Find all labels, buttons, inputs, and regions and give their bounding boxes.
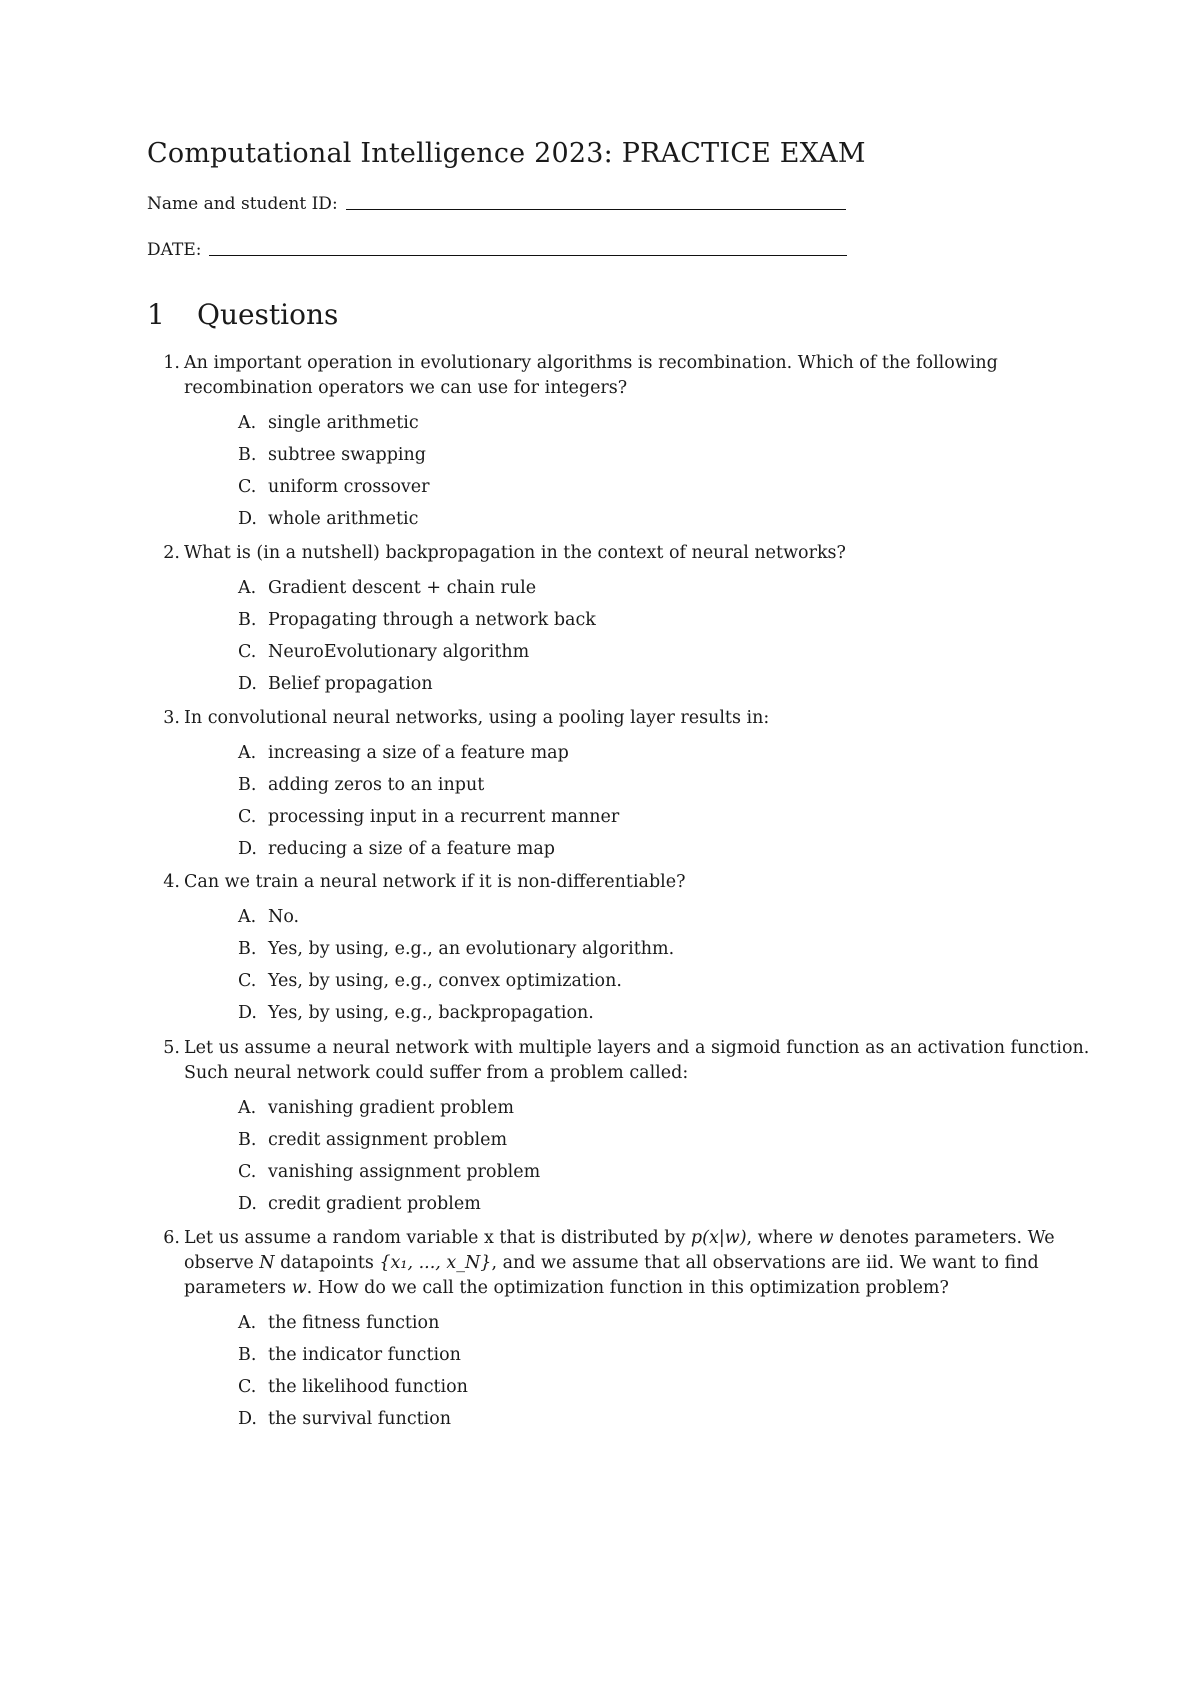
option-d: D. Yes, by using, e.g., backpropagation. [238,1003,594,1023]
option-list [150,572,1100,700]
question-number: 6. [163,1228,180,1248]
question-text: An important operation in evolutionary algorithms is recombination. Which of the following recombination operators we can use for integers? [184,353,998,398]
option-b: B. the indicator function [238,1345,461,1365]
option-b: B. credit assignment problem [238,1130,508,1150]
section-number: 1 [147,298,165,331]
question-5 [150,1036,1100,1220]
option-d: D. Belief propagation [238,674,433,694]
question-number: 3. [163,708,180,728]
question-number: 4. [163,872,180,892]
option-b: B. Propagating through a network back [238,610,596,630]
date-label: DATE: [147,240,202,260]
option-a: A. single arithmetic [238,413,419,433]
option-c: C. processing input in a recurrent manner [238,807,620,827]
math-expression: N [259,1253,275,1273]
option-list [150,1092,1100,1220]
question-text: What is (in a nutshell) backpropagation in the context of neural networks? [184,543,846,563]
math-expression: p(x|w) [690,1228,747,1248]
option-list [150,737,1100,865]
option-b: B. Yes, by using, e.g., an evolutionary algorithm. [238,939,675,959]
question-number: 5. [163,1038,180,1058]
date-blank-line[interactable] [209,254,847,256]
question-number: 2. [163,543,180,563]
option-b: B. adding zeros to an input [238,775,485,795]
math-expression: {x₁, ..., x_N} [379,1253,492,1273]
question-text: Let us assume a random variable x that is distributed by p(x|w), where w denotes parameters. We observe N datapoints {x₁, ..., x_N}, and we assume that all observations are iid. We want to find parameters w. How do we call the optimization function in this optimization problem? [184,1228,1055,1298]
option-b: B. subtree swapping [238,445,426,465]
option-a: A. vanishing gradient problem [238,1098,514,1118]
option-list [150,901,1100,1029]
question-text: Let us assume a neural network with multiple layers and a sigmoid function as an activation function. Such neural network could suffer from a problem called: [184,1038,1090,1083]
section-title: Questions [197,298,339,331]
option-a: A. increasing a size of a feature map [238,743,569,763]
math-expression: w [818,1228,834,1248]
option-list [150,407,1100,535]
question-text: Can we train a neural network if it is non-differentiable? [184,872,686,892]
question-1 [150,351,1100,535]
section-heading [147,298,338,331]
option-a: A. Gradient descent + chain rule [238,578,537,598]
name-field [147,194,846,214]
name-blank-line[interactable] [346,208,846,210]
question-2 [150,541,1100,700]
option-d: D. reducing a size of a feature map [238,839,555,859]
option-list [150,1307,1100,1435]
question-6 [150,1226,1100,1435]
page-title: Computational Intelligence 2023: PRACTICE EXAM [147,138,866,169]
question-number: 1. [163,353,180,373]
option-c: C. the likelihood function [238,1377,468,1397]
option-c: C. Yes, by using, e.g., convex optimization. [238,971,622,991]
option-a: A. the fitness function [238,1313,440,1333]
option-c: C. NeuroEvolutionary algorithm [238,642,530,662]
name-label: Name and student ID: [147,194,338,214]
option-c: C. vanishing assignment problem [238,1162,541,1182]
option-d: D. credit gradient problem [238,1194,481,1214]
question-3 [150,706,1100,865]
question-4 [150,870,1100,1029]
date-field [147,240,847,260]
math-expression: w [291,1278,307,1298]
question-text: In convolutional neural networks, using a pooling layer results in: [184,708,770,728]
option-a: A. No. [238,907,300,927]
option-d: D. the survival function [238,1409,452,1429]
option-d: D. whole arithmetic [238,509,419,529]
option-c: C. uniform crossover [238,477,430,497]
